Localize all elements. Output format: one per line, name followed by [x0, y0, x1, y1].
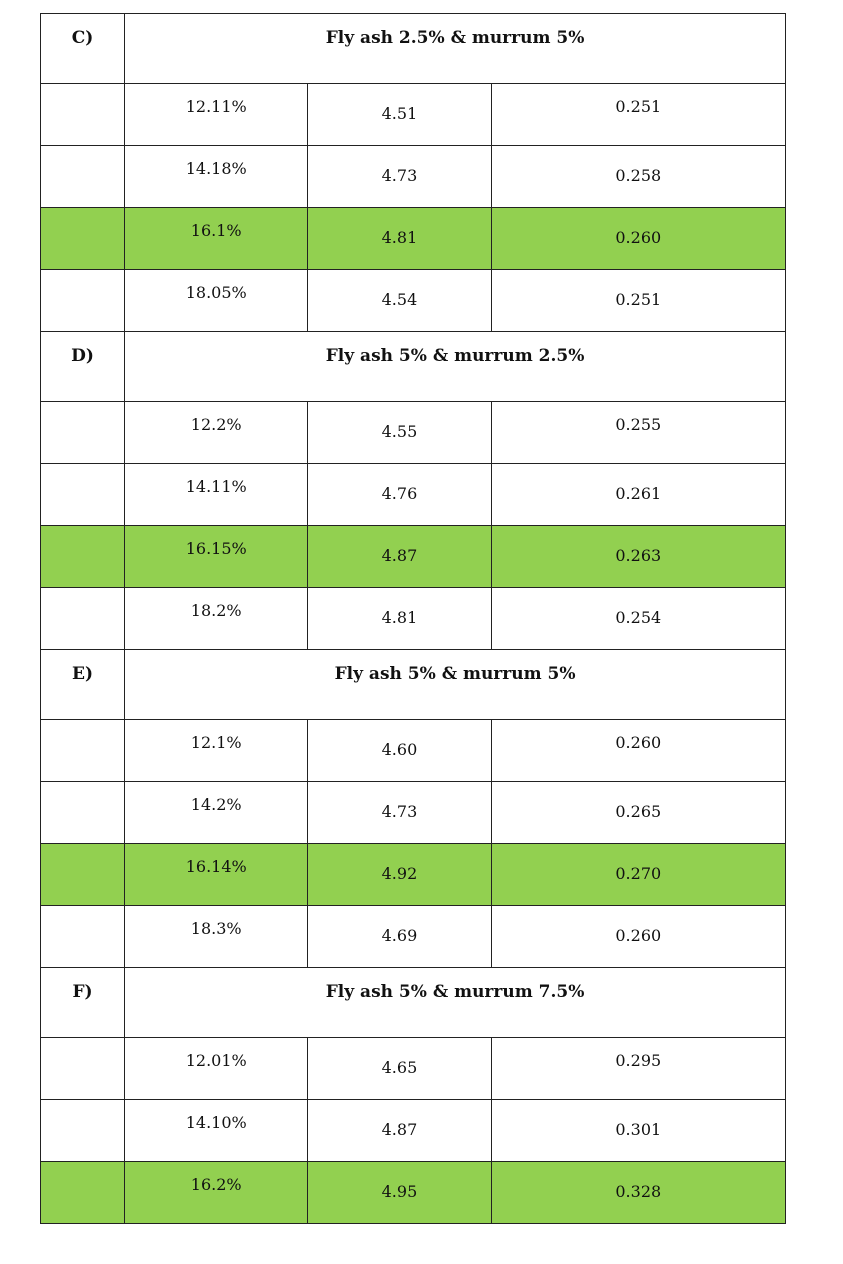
empty-cell	[41, 844, 125, 906]
value-c: 0.261	[615, 484, 662, 503]
table-row	[41, 208, 786, 270]
percent-cell	[125, 1100, 308, 1162]
section-title: Fly ash 5% & murrum 2.5%	[325, 346, 585, 366]
percent-cell	[125, 84, 308, 146]
value-cell	[308, 270, 491, 332]
value-c: 0.251	[615, 97, 662, 116]
value-c: 0.251	[615, 290, 662, 309]
percent-cell	[125, 270, 308, 332]
value-cell	[308, 906, 491, 968]
value-cell	[491, 588, 785, 650]
empty-cell	[41, 526, 125, 588]
section-label-cell	[41, 650, 125, 720]
value-b: 4.87	[381, 546, 418, 565]
table-row	[41, 844, 786, 906]
value-cell	[491, 402, 785, 464]
value-cell	[491, 208, 785, 270]
empty-cell	[41, 146, 125, 208]
value-cell	[308, 146, 491, 208]
results-table	[40, 13, 786, 1224]
percent-value: 12.2%	[190, 415, 242, 434]
section-label: E)	[72, 664, 94, 684]
empty-cell	[41, 464, 125, 526]
value-c: 0.260	[615, 228, 662, 247]
value-c: 0.255	[615, 415, 662, 434]
value-cell	[491, 464, 785, 526]
empty-cell	[41, 84, 125, 146]
percent-value: 14.10%	[185, 1113, 247, 1132]
value-b: 4.76	[381, 484, 418, 503]
value-cell	[491, 906, 785, 968]
section-label-cell	[41, 968, 125, 1038]
value-cell	[491, 526, 785, 588]
percent-cell	[125, 146, 308, 208]
table-row	[41, 720, 786, 782]
section-header-row	[41, 968, 786, 1038]
section-header-row	[41, 14, 786, 84]
section-label-cell	[41, 14, 125, 84]
percent-value: 16.15%	[185, 539, 247, 558]
percent-cell	[125, 782, 308, 844]
empty-cell	[41, 588, 125, 650]
table-row	[41, 146, 786, 208]
percent-cell	[125, 526, 308, 588]
table-row	[41, 1100, 786, 1162]
empty-cell	[41, 1162, 125, 1224]
value-cell	[308, 844, 491, 906]
empty-cell	[41, 1100, 125, 1162]
value-b: 4.55	[381, 422, 418, 441]
value-c: 0.258	[615, 166, 662, 185]
empty-cell	[41, 906, 125, 968]
percent-cell	[125, 588, 308, 650]
table-row	[41, 1162, 786, 1224]
percent-cell	[125, 720, 308, 782]
value-b: 4.73	[381, 166, 418, 185]
value-cell	[491, 146, 785, 208]
value-cell	[491, 720, 785, 782]
value-cell	[308, 464, 491, 526]
value-b: 4.92	[381, 864, 418, 883]
value-c: 0.328	[615, 1182, 662, 1201]
percent-value: 18.3%	[190, 919, 242, 938]
value-b: 4.69	[381, 926, 418, 945]
table-row	[41, 526, 786, 588]
value-cell	[491, 1038, 785, 1100]
empty-cell	[41, 720, 125, 782]
value-cell	[308, 84, 491, 146]
value-b: 4.87	[381, 1120, 418, 1139]
table-row	[41, 270, 786, 332]
table-row	[41, 906, 786, 968]
percent-value: 14.11%	[185, 477, 247, 496]
section-title: Fly ash 2.5% & murrum 5%	[325, 28, 585, 48]
table-row	[41, 588, 786, 650]
value-b: 4.95	[381, 1182, 418, 1201]
section-header-row	[41, 332, 786, 402]
value-b: 4.81	[381, 228, 418, 247]
value-cell	[491, 1162, 785, 1224]
percent-cell	[125, 464, 308, 526]
section-title-cell	[125, 650, 786, 720]
table-row	[41, 782, 786, 844]
value-cell	[308, 1100, 491, 1162]
value-cell	[491, 270, 785, 332]
value-cell	[308, 526, 491, 588]
value-b: 4.81	[381, 608, 418, 627]
value-c: 0.260	[615, 926, 662, 945]
percent-cell	[125, 208, 308, 270]
section-title: Fly ash 5% & murrum 5%	[334, 664, 576, 684]
percent-value: 16.14%	[185, 857, 247, 876]
table-row	[41, 402, 786, 464]
section-title-cell	[125, 14, 786, 84]
empty-cell	[41, 208, 125, 270]
value-cell	[308, 782, 491, 844]
empty-cell	[41, 782, 125, 844]
value-c: 0.260	[615, 733, 662, 752]
table-row	[41, 1038, 786, 1100]
value-cell	[308, 720, 491, 782]
value-cell	[491, 84, 785, 146]
percent-value: 18.2%	[190, 601, 242, 620]
table-row	[41, 464, 786, 526]
percent-value: 16.2%	[190, 1175, 242, 1194]
percent-value: 14.18%	[185, 159, 247, 178]
percent-cell	[125, 844, 308, 906]
percent-cell	[125, 402, 308, 464]
section-header-row	[41, 650, 786, 720]
section-label-cell	[41, 332, 125, 402]
percent-value: 12.11%	[185, 97, 247, 116]
value-cell	[491, 844, 785, 906]
section-label: D)	[71, 346, 94, 366]
value-c: 0.270	[615, 864, 662, 883]
percent-value: 12.01%	[185, 1051, 247, 1070]
value-b: 4.60	[381, 740, 418, 759]
percent-cell	[125, 1162, 308, 1224]
value-c: 0.265	[615, 802, 662, 821]
percent-cell	[125, 906, 308, 968]
percent-value: 18.05%	[185, 283, 247, 302]
empty-cell	[41, 270, 125, 332]
value-c: 0.301	[615, 1120, 662, 1139]
section-title-cell	[125, 968, 786, 1038]
percent-value: 16.1%	[190, 221, 242, 240]
percent-cell	[125, 1038, 308, 1100]
value-cell	[491, 782, 785, 844]
value-c: 0.263	[615, 546, 662, 565]
section-title-cell	[125, 332, 786, 402]
empty-cell	[41, 402, 125, 464]
value-cell	[308, 1038, 491, 1100]
value-c: 0.254	[615, 608, 662, 627]
value-b: 4.51	[381, 104, 418, 123]
percent-value: 12.1%	[190, 733, 242, 752]
table-row	[41, 84, 786, 146]
value-b: 4.54	[381, 290, 418, 309]
section-label: C)	[71, 28, 94, 48]
empty-cell	[41, 1038, 125, 1100]
section-label: F)	[72, 982, 93, 1002]
value-cell	[308, 402, 491, 464]
value-c: 0.295	[615, 1051, 662, 1070]
value-b: 4.65	[381, 1058, 418, 1077]
value-b: 4.73	[381, 802, 418, 821]
value-cell	[308, 208, 491, 270]
value-cell	[491, 1100, 785, 1162]
results-table-body	[41, 14, 786, 1224]
value-cell	[308, 1162, 491, 1224]
section-title: Fly ash 5% & murrum 7.5%	[325, 982, 585, 1002]
value-cell	[308, 588, 491, 650]
percent-value: 14.2%	[190, 795, 242, 814]
